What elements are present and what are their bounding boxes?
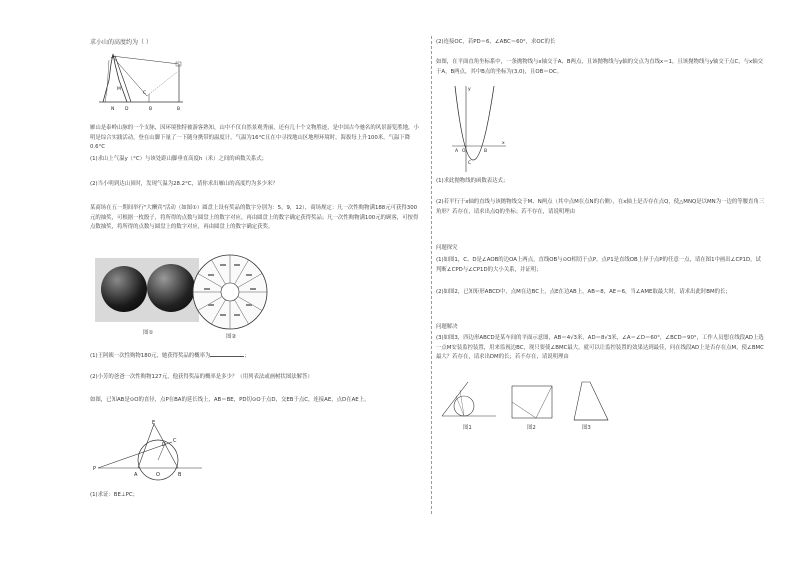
answer-blank[interactable]: [210, 350, 244, 357]
section-heading-explore: 问题探究: [436, 245, 458, 251]
graph-label-O: O: [462, 149, 466, 154]
q3-part1: (1)求证：BE⊥PC；: [90, 492, 139, 498]
q5-part2: (2)如图2，已知矩形ABCD中，点M在边BC上，点E在边AB上，AB＝8，AE＝6，当∠AME取最大时，请求出此时BM的长；: [436, 289, 731, 295]
graph-label-B: B: [484, 149, 488, 154]
graph-label-x: x: [502, 141, 505, 146]
label-O: O: [156, 472, 160, 478]
question-title: 求小山的高度约为（ ）: [90, 39, 152, 46]
graph-label-C: C: [468, 161, 472, 166]
figure-3: [568, 376, 612, 424]
label-M: N: [111, 107, 115, 112]
parabola-graph: [450, 84, 508, 174]
label-B-base: B: [149, 107, 153, 112]
graph-label-A: A: [455, 149, 459, 154]
label-P: P: [93, 466, 97, 472]
figure-1: [438, 378, 500, 424]
prize-wheel: [190, 252, 270, 332]
label-B3: B: [178, 472, 182, 478]
q2-part2: (2)小芳的爸爸一次性购物127元，他获得奖品的概率是多少？（用列表法或画树状图法解答）: [90, 374, 313, 380]
q1-part2: (2)当小明到达山顶时，发现气温为28.2°C，请你求出雁山的高度约为多少米？: [90, 181, 278, 187]
circle-tangent-figure: [92, 420, 212, 484]
label-B: B: [177, 107, 181, 112]
q4-part2: (2)若平行于x轴的直线与该抛物线交于M、N两点（其中点M在点N的右侧），在x轴上是否存在点Q，使△MNQ是以MN为一边的等腰直角三角形？若存在，请求出点Q的坐标；若不存在，请说明理由: [436, 199, 765, 215]
q1-part1: (1)求山上气温y（°C）与该处距山脚垂直高度h（米）之间的函数关系式；: [90, 156, 268, 162]
q4-part1: (1)求此抛物线的函数表达式；: [436, 178, 509, 184]
label-M2: M: [117, 87, 121, 92]
section-heading-solve: 问题解决: [436, 324, 458, 330]
q2-part1: (1)王阿姨一次性购物180元，她获得奖品的概率为 ；: [90, 350, 250, 362]
q6-part1: (3)如图3，四边形ABCD是某车间的平面示意图，AB＝4√3米，AD＝8√3米，∠A＝∠D＝60°，∠BCD＝90°，工作人员想在线段AD上选一点M安装监控装置，用来监视边BC，现只要使∠BMC最大，就可以让监控装置的效果达到最佳，问在线段AD上是否存在点M，使∠BMC最大？若存在，请求出DM的长；若不存在，请说明理由: [436, 335, 764, 361]
fig1-caption: 图①: [143, 330, 154, 336]
mountain-figure: [97, 50, 189, 112]
label-C3: C: [173, 438, 177, 444]
q3-intro: 如图，已知AB是⊙O的直径，点P在BA的延长线上，AB＝BE，PD切⊙O于点D，交EB于点C，连接AE，点D在AE上。: [90, 397, 370, 403]
label-D3: D: [162, 442, 166, 448]
q2-intro: 某商场在五一期间举行"大酬宾"活动（如图①）圆盘上设有奖品的数字分别为：5，9，12），商场规定：凡一次性购物满188元可获得300元的抽奖，可根据一枚骰子，将所得的点数与圆盘上的数字对应，再由圆盘上的数字确定获得奖品；凡一次性购物满100元的顾客，可按得点数抽奖，将所得的点数与圆盘上的数字对应，再由圆盘上的数字确定获奖。: [90, 205, 419, 231]
fig1-label: 图1: [463, 425, 472, 431]
figure-2: [508, 382, 556, 422]
q4-intro: 如图，在平面直角坐标系中，一条抛物线与x轴交于A、B两点，且该抛物线与y轴的交点为直线x＝1，且该抛物线与y轴交于点C，与x轴交于A，B两点，其中B点的坐标为(3,0)，且OB＝OC。: [436, 59, 764, 75]
graph-label-y: y: [468, 87, 471, 92]
label-E: E: [152, 420, 156, 426]
fig2-caption: 图②: [226, 334, 237, 340]
q3-part2: (2)连接OC，若PD＝6，∠ABC＝60°，求OC的长: [436, 39, 556, 45]
q5-part1: (1)如图1，C、D是∠AOB的边OA上两点，直线OB与⊙O相切于点P，点P1是直线OB上异于点P的任意一点，请在图1中画出∠CP1D，试判断∠CPD与∠CP1D的大小关系，并证明；: [436, 257, 761, 273]
label-A: A: [134, 472, 138, 478]
fig3-label: 图3: [582, 425, 591, 431]
fig2-label: 图2: [527, 425, 536, 431]
label-C: C: [143, 91, 147, 96]
column-divider: [431, 36, 432, 514]
q1-intro: 雁山是泰岭山脉的一个支脉，因环境独特被游客熟知，山中不仅自然景观秀丽，还有几十个文物胜迹，是中国古今驰名的风景游览胜地，小明是综合实践活动，登在山脚下量了一下随身携带的温度计，气温为16°C且在中寻找地山区地理环境时，海拔每上升100米，气温下降0.6°C: [90, 125, 419, 151]
lottery-photo: [95, 258, 199, 322]
label-D: D: [125, 107, 129, 112]
